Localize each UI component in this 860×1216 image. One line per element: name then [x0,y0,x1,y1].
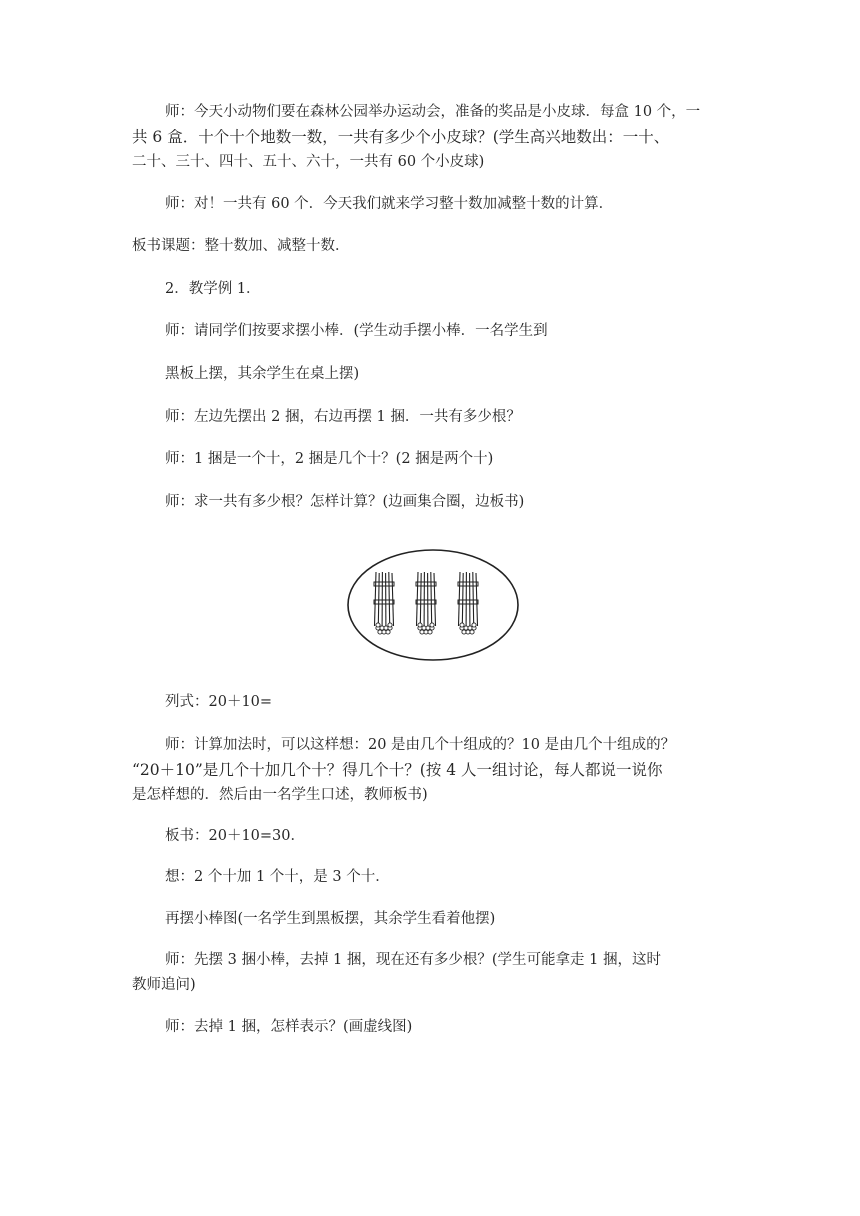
para4: 2．教学例 1． [165,281,261,297]
para14: 再摆小棒图(一名学生到黑板摆，其余学生看着他摆) [165,911,496,927]
para13: 想：2 个十加 1 个十，是 3 个十． [165,869,390,885]
para9: 师：求一共有多少根？怎样计算？(边画集合圈，边板书) [165,494,525,510]
para1-line2: 共 6 盒．十个十个地数一数，一共有多少个小皮球？(学生高兴地数出：一十、 [132,128,670,146]
para1-line3: 二十、三十、四十、五十、六十，一共有 60 个小皮球) [132,154,485,170]
para1-line1: 师：今天小动物们要在森林公园举办运动会，准备的奖品是小皮球．每盒 10 个，一 [165,104,701,120]
para11-line3: 是怎样想的．然后由一名学生口述，教师板书) [132,787,428,803]
para3: 板书课题：整十数加、减整十数． [132,238,350,254]
para5: 师：请同学们按要求摆小棒．(学生动手摆小棒．一名学生到 [165,323,548,339]
stick-bundles-set-figure [346,548,520,662]
para11-line1: 师：计算加法时，可以这样想：20 是由几个十组成的？10 是由几个十组成的？ [165,737,676,753]
para15-line1: 师：先摆 3 捆小棒，去掉 1 捆，现在还有多少根？(学生可能拿走 1 捆，这时 [165,952,661,968]
para6: 黑板上摆，其余学生在桌上摆) [165,366,360,382]
para8: 师：1 捆是一个十，2 捆是几个十？(2 捆是两个十) [165,451,494,467]
para16: 师：去掉 1 捆，怎样表示？(画虚线图) [165,1019,413,1035]
para2: 师：对！一共有 60 个．今天我们就来学习整十数加减整十数的计算． [165,196,614,212]
set-circle [348,550,518,660]
para10: 列式：20＋10= [165,694,273,710]
stick-bundle [458,572,478,634]
stick-bundle [374,572,394,634]
stick-bundle [416,572,436,634]
para11-line2: “20＋10”是几个十加几个十？得几个十？(按 4 人一组讨论，每人都说一说你 [132,761,663,779]
para12: 板书：20＋10=30． [165,828,306,844]
para15-line2: 教师追问) [132,977,196,993]
para7: 师：左边先摆出 2 捆，右边再摆 1 捆．一共有多少根？ [165,409,521,425]
